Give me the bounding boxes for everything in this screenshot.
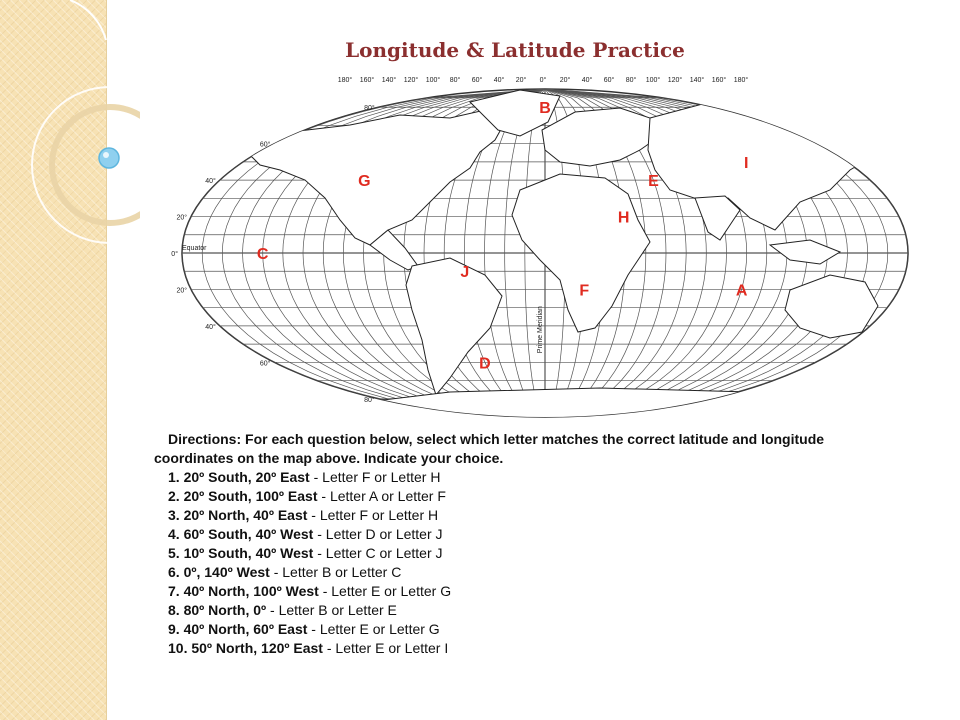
question-choices: - Letter B or Letter E bbox=[266, 602, 397, 618]
map-marker-letter: G bbox=[358, 173, 371, 191]
question-coordinates: 1. 20º South, 20º East bbox=[168, 469, 310, 485]
equator-label: Equator bbox=[182, 245, 207, 252]
longitude-label: 40° bbox=[493, 77, 505, 84]
question-coordinates: 6. 0º, 140º West bbox=[168, 564, 270, 580]
map-marker-letter: F bbox=[579, 282, 590, 300]
question-choices: - Letter F or Letter H bbox=[307, 507, 439, 523]
question-choices: - Letter A or Letter F bbox=[317, 488, 446, 504]
question-choices: - Letter E or Letter G bbox=[318, 583, 452, 599]
longitude-label: 80° bbox=[449, 77, 461, 84]
map-marker-letter: I bbox=[743, 154, 749, 172]
map-marker-letter: A bbox=[735, 282, 748, 300]
map-marker-letter: D bbox=[479, 355, 491, 373]
question-coordinates: 3. 20º North, 40º East bbox=[168, 507, 308, 523]
question-coordinates: 7. 40º North, 100º West bbox=[168, 583, 319, 599]
world-map bbox=[150, 70, 920, 420]
map-marker-letter: E bbox=[648, 173, 659, 191]
directions-intro: Directions: For each question below, select which letter matches the correct latitude and longitude coordinates on the map above. Indicate your choice. bbox=[154, 431, 825, 466]
question-coordinates: 4. 60º South, 40º West bbox=[168, 526, 314, 542]
question-choices: - Letter D or Letter J bbox=[313, 526, 443, 542]
latitude-label: 60° bbox=[259, 360, 271, 368]
question-item bbox=[154, 620, 854, 639]
longitude-label: 140° bbox=[689, 77, 705, 84]
latitude-label: 40° bbox=[205, 323, 216, 331]
latitude-label: 0° bbox=[171, 251, 178, 258]
question-item bbox=[154, 582, 854, 601]
longitude-label: 20° bbox=[515, 77, 527, 84]
longitude-label: 60° bbox=[471, 77, 483, 84]
question-choices: - Letter B or Letter C bbox=[269, 564, 402, 580]
longitude-label: 160° bbox=[711, 77, 727, 84]
bubble-icon bbox=[99, 148, 119, 168]
question-choices: - Letter F or Letter H bbox=[309, 469, 441, 485]
longitude-label: 140° bbox=[381, 77, 397, 84]
question-item bbox=[154, 639, 854, 658]
latitude-label: 40° bbox=[205, 178, 216, 186]
latitude-label: 80° bbox=[364, 396, 375, 404]
map-marker-letter: B bbox=[539, 100, 551, 118]
latitude-label: 60° bbox=[259, 141, 271, 149]
question-coordinates: 8. 80º North, 0º bbox=[168, 602, 267, 618]
map-marker-letter: J bbox=[460, 264, 470, 282]
longitude-label: 20° bbox=[559, 77, 571, 84]
question-coordinates: 10. 50º North, 120º East bbox=[168, 640, 323, 656]
latitude-label: 80° bbox=[364, 105, 375, 113]
question-choices: - Letter C or Letter J bbox=[313, 545, 443, 561]
longitude-label: 80° bbox=[625, 77, 637, 84]
question-list bbox=[154, 468, 854, 658]
question-choices: - Letter E or Letter G bbox=[307, 621, 440, 637]
longitude-label: 180° bbox=[337, 77, 353, 84]
page-title: Longitude & Latitude Practice bbox=[345, 38, 685, 62]
longitude-label: 100° bbox=[645, 77, 661, 84]
longitude-labels bbox=[338, 76, 749, 84]
decorative-rings bbox=[0, 0, 140, 260]
question-item bbox=[154, 506, 854, 525]
longitude-label: 120° bbox=[667, 77, 683, 84]
longitude-label: 180° bbox=[733, 77, 749, 84]
longitude-label: 160° bbox=[359, 77, 375, 84]
question-item bbox=[154, 601, 854, 620]
longitude-label: 60° bbox=[603, 77, 615, 84]
question-coordinates: 2. 20º South, 100º East bbox=[168, 488, 318, 504]
question-item bbox=[154, 563, 854, 582]
map-marker-letter: H bbox=[617, 209, 630, 227]
question-choices: - Letter E or Letter I bbox=[322, 640, 449, 656]
question-item bbox=[154, 544, 854, 563]
longitude-label: 120° bbox=[403, 77, 419, 84]
prime-meridian-label: Prime Meridian bbox=[537, 306, 544, 354]
latitude-label: 20° bbox=[176, 287, 188, 295]
directions-panel bbox=[154, 430, 854, 658]
question-item bbox=[154, 487, 854, 506]
latitude-label: 20° bbox=[176, 214, 188, 222]
question-coordinates: 9. 40º North, 60º East bbox=[168, 621, 308, 637]
question-item bbox=[154, 525, 854, 544]
longitude-label: 0° bbox=[539, 77, 547, 84]
longitude-label: 100° bbox=[425, 77, 441, 84]
question-item bbox=[154, 468, 854, 487]
map-marker-letter: C bbox=[256, 246, 269, 263]
question-coordinates: 5. 10º South, 40º West bbox=[168, 545, 314, 561]
longitude-label: 40° bbox=[581, 77, 593, 84]
